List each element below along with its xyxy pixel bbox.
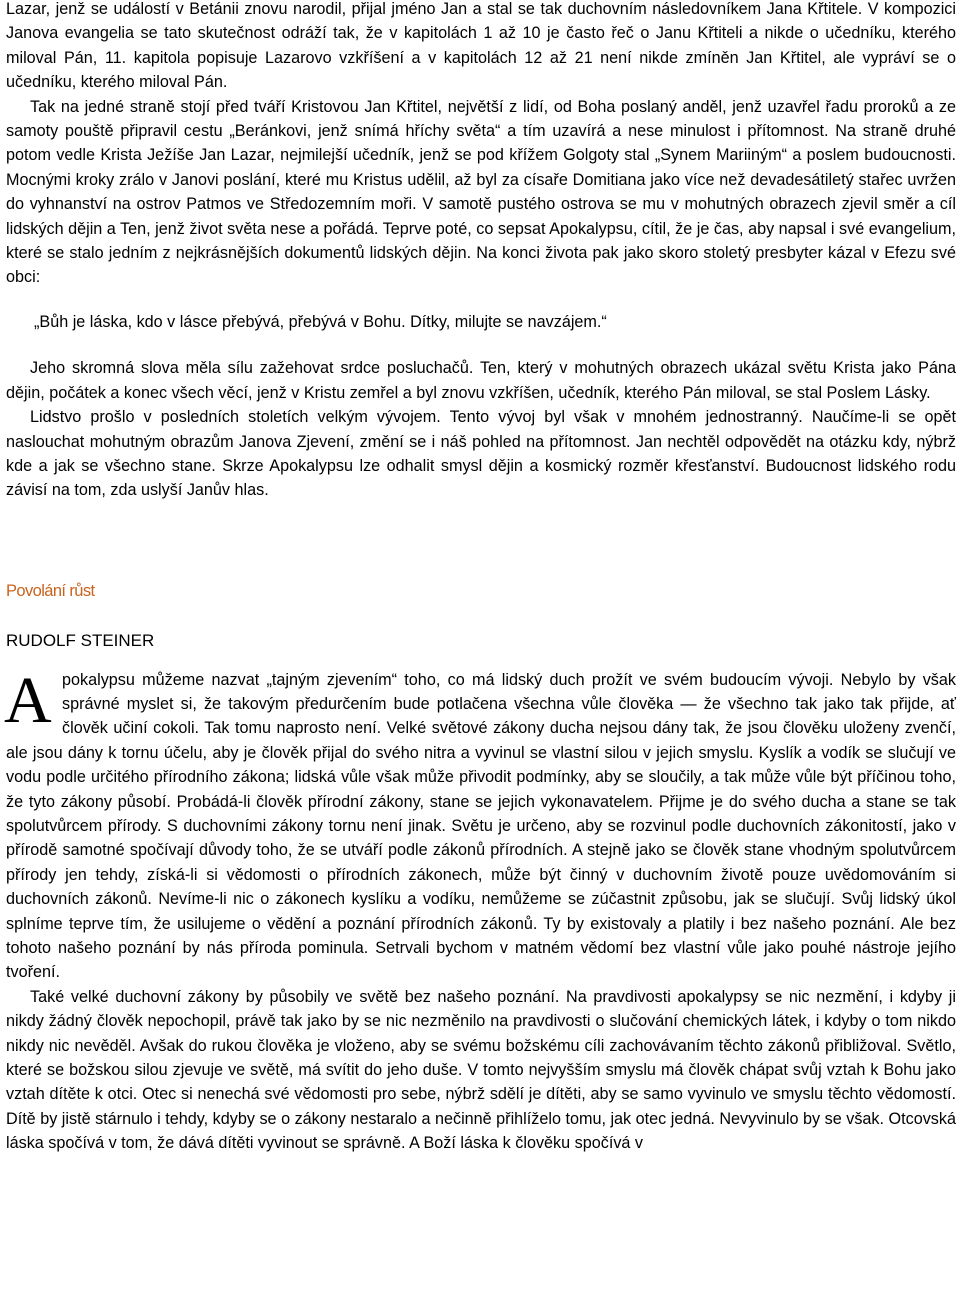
section-title: Povolání růst <box>6 581 95 600</box>
article-body <box>4 663 956 1156</box>
intro-paragraph-3: Jeho skromná slova měla sílu zažehovat srdce posluchačů. Ten, který v mohutných obrazech ukázal světu Krista jako Pána dějin, počátek a konec všech věcí, jenž v Kristu zemřel a byl znovu vzkříšen, učedník, kterého Pán miloval, se stal Poslem Lásky. <box>6 359 956 402</box>
article-paragraph-2: Také velké duchovní zákony by působily ve světě bez našeho poznání. Na pravdivosti apokalypsy se nic nezmění, i kdyby ji nikdy žádný člověk nepochopil, právě tak jako by se nic nezměnilo na pravdivosti o slučování chemických látek, i kdyby o tom nikdo nikdy nic nevěděl. Avšak do rukou člověka je vloženo, aby se svému božskému cíli zachovávaním těchto zákonů přibližoval. Světlo, které se božskou silou zjevuje ve světě, má svítit do jeho duše. V tomto nejvyšším smyslu má člověk chápat svůj vztah k Bohu jako vztah dítěte k otci. Otec si nenechá své vědomosti pro sebe, nýbrž sdělí je dítěti, aby se samo vyvinulo ve smyslu těchto vědomostí. Dítě by jistě stárnulo i tehdy, kdyby se o zákony nestaralo a nečinně přihlíželo tomu, jak otec jedná. Nevyvinulo by se však. Otcovská láska spočívá v tom, že dává dítěti vyvinout se správně. A Boží láska k člověku spočívá v <box>6 987 956 1153</box>
intro-paragraph-4: Lidstvo prošlo v posledních stoletích velkým vývojem. Tento vývoj byl však v mnohém jednostranný. Naučíme-li se opět naslouchat mohutným obrazům Janova Zjevení, změní se i náš pohled na přítomnost. Jan nechtěl odpovědět na otázku kdy, nýbrž kde a jak se všechno stane. Skrze Apokalypsu lze odhalit smysl dějin a kosmický rozměr křesťanství. Budoucnost lidského rodu závisí na tom, zda uslyší Janův hlas. <box>6 408 956 500</box>
quote: „Bůh je láska, kdo v lásce přebývá, přebývá v Bohu. Dítky, milujte se navzájem.“ <box>34 312 607 331</box>
intro-paragraph-2: Tak na jedné straně stojí před tváří Kristovou Jan Křtitel, největší z lidí, od Boha poslaný anděl, jenž uzavřel řadu proroků a ze samoty pouště připravil cestu „Beránkovi, jenž snímá hříchy světa“ a tím uzavírá a nese minulost i přítomnost. Na straně druhé potom vedle Krista Ježíše Jan Lazar, nejmilejší učedník, jenž se pod křížem Golgoty stal „Synem Mariiným“ a poslem budoucnosti. Mocnými kroky zrálo v Janovi poslání, které mu Kristus udělil, až byl za císaře Domitiana jako více než devadesátiletý stařec uvržen do vyhnanství na ostrov Patmos ve Středozemním moři. V samotě pustého ostrova se mu v mohutných obrazech zjevil směr a cíl lidských dějin a Ten, jenž život světa nese a pořádá. Teprve poté, co sepsat Apokalypsu, cítil, že je čas, aby napsal i své evangelium, které se stalo jedním z nejkrásnějších dokumentů lidských dějin. Na konci života pak jako skoro stoletý presbyter kázal v Efezu své obci: <box>6 97 956 287</box>
document-page <box>6 0 956 1156</box>
drop-cap: A <box>4 663 52 737</box>
article-paragraph-1: pokalypsu můžeme nazvat „tajným zjevením“ toho, co má lidský duch prožít ve svém budoucím vývoji. Nebylo by však správné myslet si, že takovým předurčením bude potlačena všechna vůle člověka — že všechno tak jako tak přijde, ať člověk učiní cokoli. Tak tomu naprosto není. Velké světové zákony ducha nejsou dány tak, že jsou člověku uloženy zvenčí, ale jsou dány k tornu účelu, aby je člověk přijal do svého nitra a vyvinul se vlastní silou v jejich smyslu. Kyslík a vodík se slučují ve vodu podle určitého přírodního zákona; lidská vůle však může přivodit podmínky, aby se sloučily, a tak může vůle být příčinou toho, že tyto zákony působí. Probádá-li člověk přírodní zákony, stane se jejich vykonavatelem. Přijme je do svého ducha a stane se tak spolutvůrcem přírody. S duchovními zákony tornu není jinak. Světu je určeno, aby se rozvinul podle duchovních zákonitostí, jako v přírodě samotné spočívají důvody toho, že se utváří podle zákonů přírodních. A stejně jako se člověk stane vhodným spolutvůrcem přírody jen tehdy, získá-li si vědomosti o přírodních zákonech, může být činný v duchovním životě pouze uvědomováním si duchovních zákonů. Nevíme-li nic o zákonech kyslíku a vodíku, nemůžeme se zúčastnit způsobu, jak se slučují. Svůj lidský úkol splníme teprve tím, že usilujeme o vědění a poznání přírodních zákonů. Ty by existovaly a platily i bez našeho poznání. Ale bez tohoto našeho poznání by nás příroda pominula. Setrvali bychom v matném vědomí bez vlastní vůle jako pouhé nástroje jejího tvoření. <box>6 670 956 982</box>
author-name: RUDOLF STEINER <box>6 631 155 651</box>
intro-paragraph-1: Lazar, jenž se událostí v Betánii znovu narodil, přijal jméno Jan a stal se tak duchovním následovníkem Jana Křtitele. V kompozici Janova evangelia se tato skutečnost odráží tak, že v kapitolách 1 až 10 je často řeč o Janu Křtiteli a nikde o učedníku, kterého miloval Pán, 11. kapitola popisuje Lazarovo vzkříšení a v kapitolách 12 až 21 není nikde zmíněn Jan Křtitel, ale vypráví se o učedníku, kterého miloval Pán. <box>6 0 956 92</box>
